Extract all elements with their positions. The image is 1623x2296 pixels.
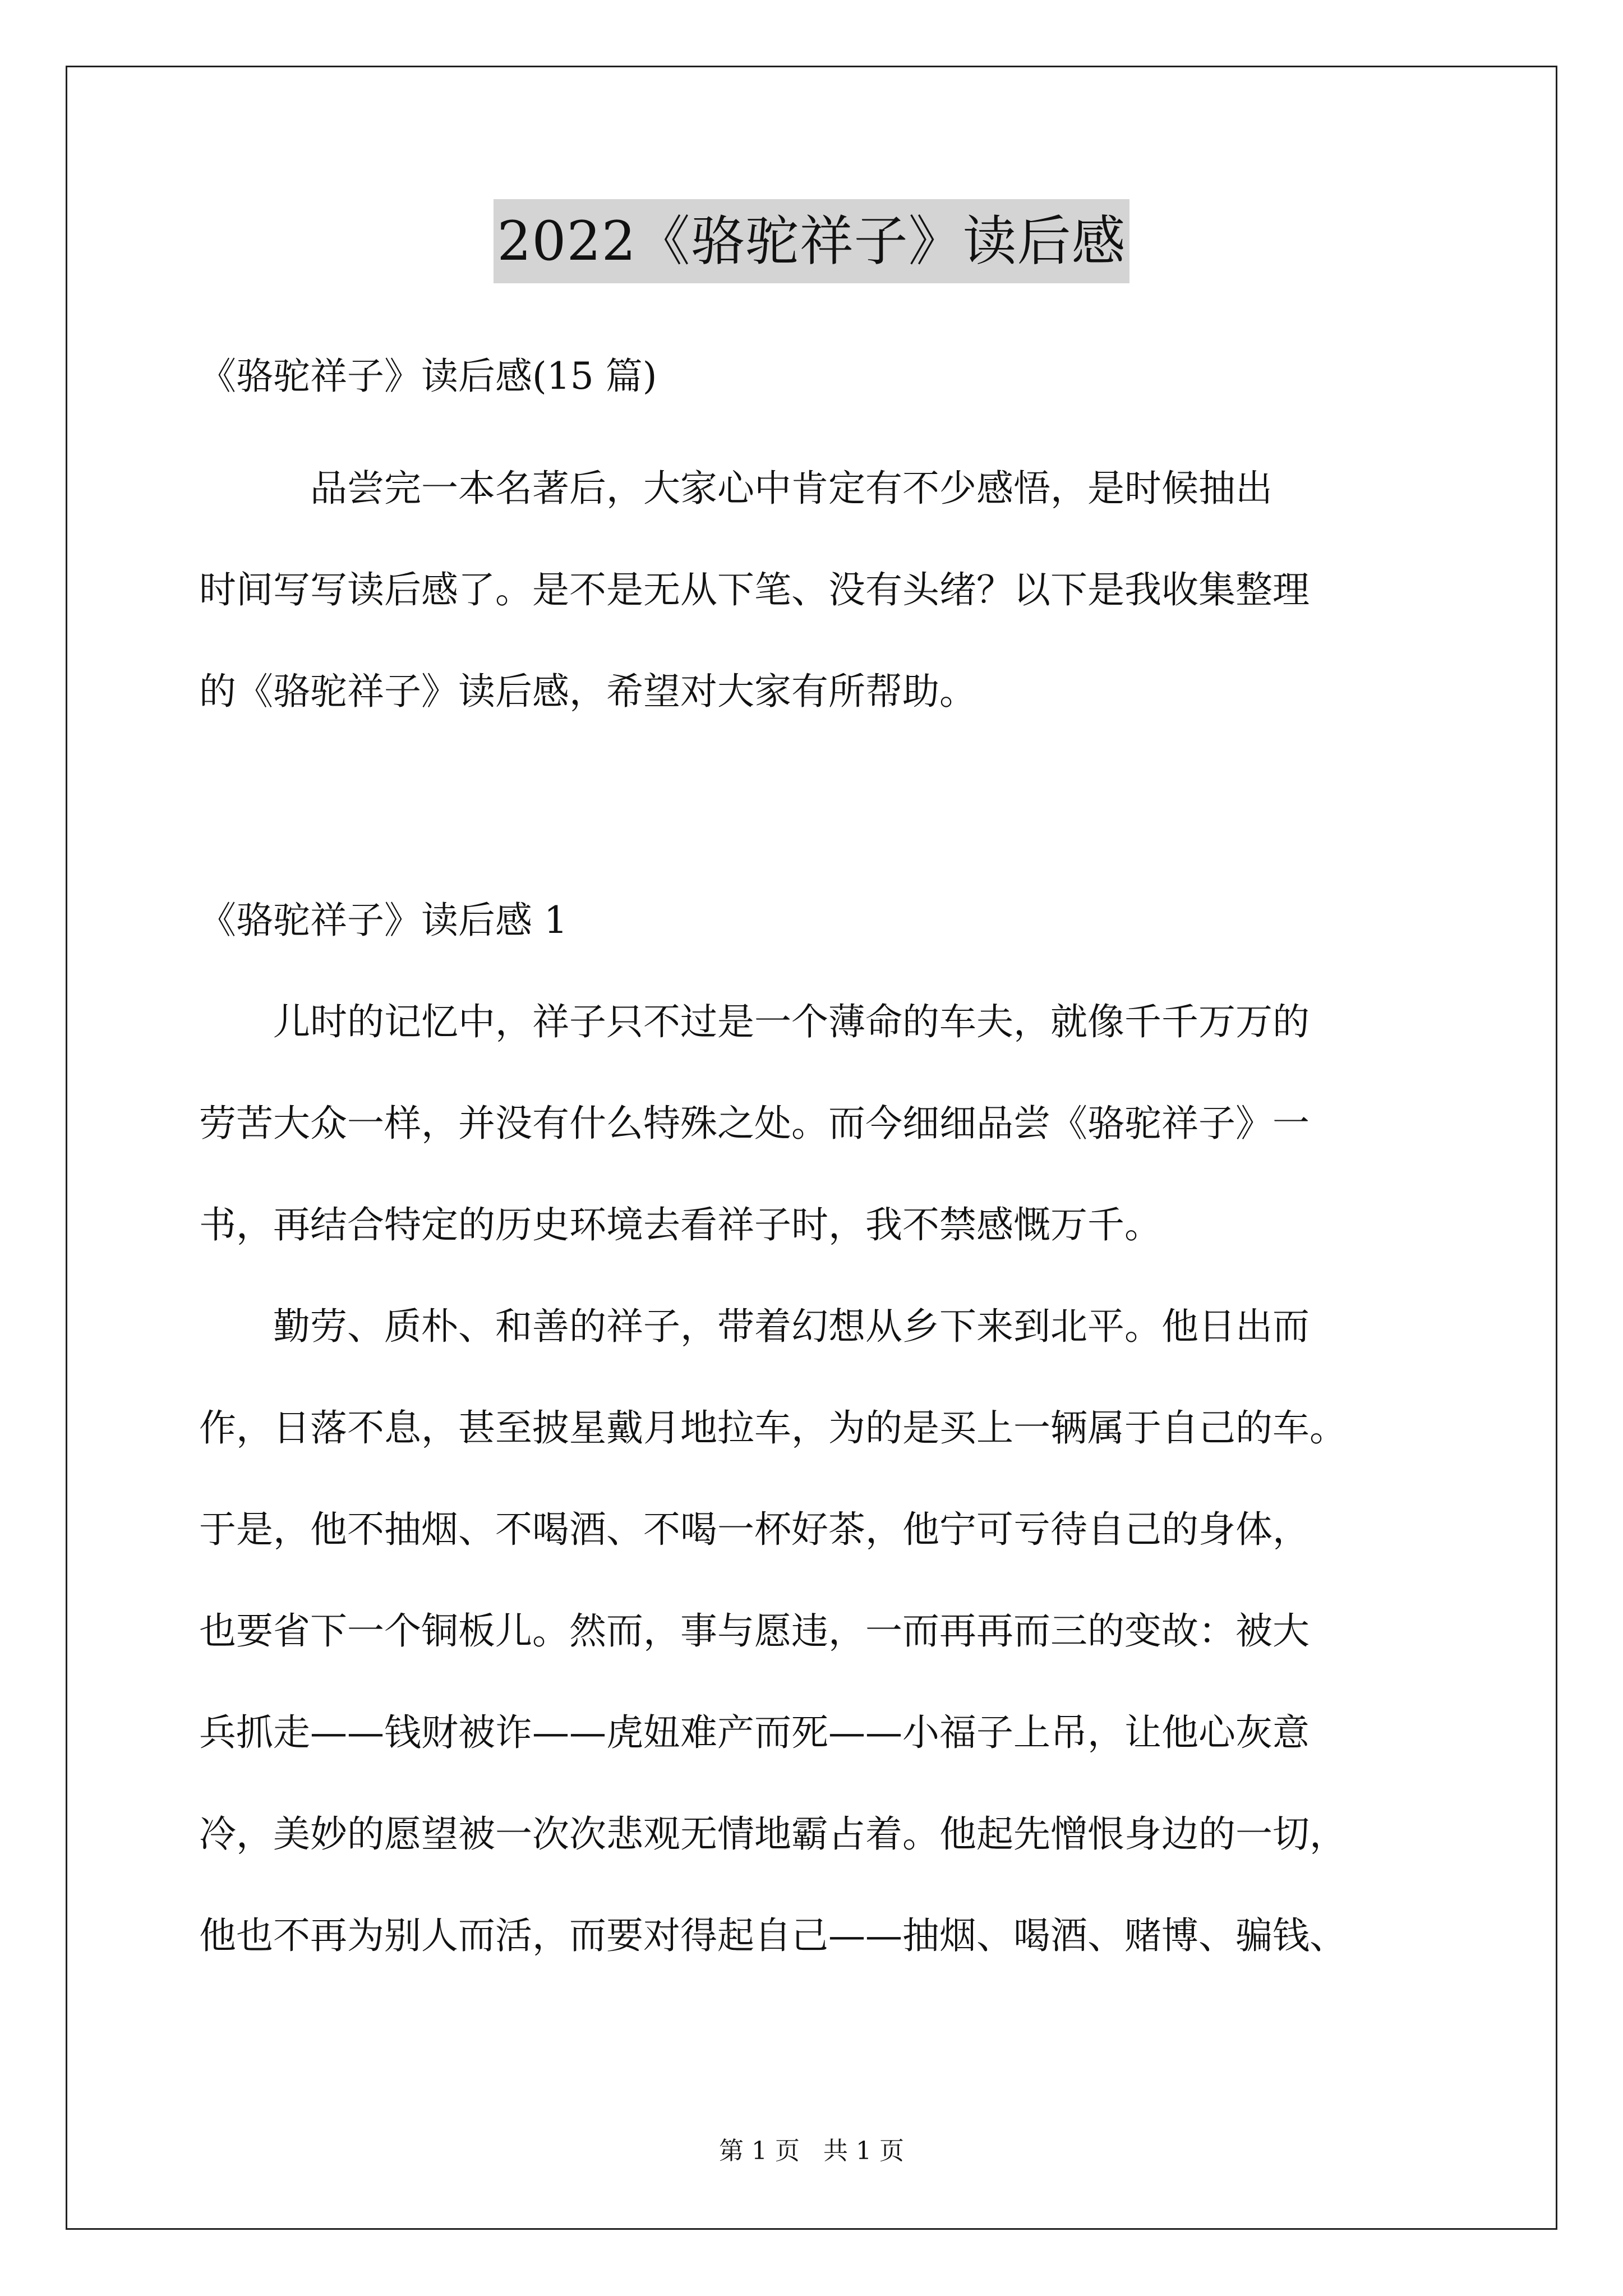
paragraph2-line-3: 于是，他不抽烟、不喝酒、不喝一杯好茶，他宁可亏待自己的身体， <box>199 1508 1310 1551</box>
intro-line-3: 的《骆驼祥子》读后感，希望对大家有所帮助。 <box>199 670 976 713</box>
subtitle: 《骆驼祥子》读后感(15 篇) <box>199 355 657 398</box>
section-heading: 《骆驼祥子》读后感 1 <box>199 899 568 942</box>
paragraph2-line-6: 冷，美妙的愿望被一次次悲观无情地霸占着。他起先憎恨身边的一切， <box>199 1812 1347 1856</box>
paragraph1-line-2: 劳苦大众一样，并没有什么特殊之处。而今细细品尝《骆驼祥子》一 <box>199 1102 1310 1145</box>
title-container <box>0 199 1623 283</box>
intro-line-2: 时间写写读后感了。是不是无从下笔、没有头绪？以下是我收集整理 <box>199 568 1310 611</box>
paragraph1-line-1: 儿时的记忆中，祥子只不过是一个薄命的车夫，就像千千万万的 <box>199 1000 1310 1043</box>
paragraph2-line-4: 也要省下一个铜板儿。然而，事与愿违，一而再再而三的变故：被大 <box>199 1609 1310 1653</box>
document-title: 2022《骆驼祥子》读后感 <box>494 199 1129 283</box>
intro-line-1: 品尝完一本名著后，大家心中肯定有不少感悟，是时候抽出 <box>199 467 1272 510</box>
paragraph2-line-7: 他也不再为别人而活，而要对得起自己——抽烟、喝酒、赌博、骗钱、 <box>199 1914 1347 1957</box>
paragraph2-line-5: 兵抓走——钱财被诈——虎妞难产而死——小福子上吊，让他心灰意 <box>199 1711 1310 1754</box>
paragraph2-line-2: 作，日落不息，甚至披星戴月地拉车，为的是买上一辆属于自己的车。 <box>199 1406 1347 1450</box>
paragraph2-line-1: 勤劳、质朴、和善的祥子，带着幻想从乡下来到北平。他日出而 <box>199 1305 1310 1348</box>
page-footer <box>0 2134 1623 2168</box>
page-total: 共 1 页 <box>823 2137 904 2165</box>
page-number: 第 1 页 <box>719 2137 800 2165</box>
paragraph1-line-3: 书，再结合特定的历史环境去看祥子时，我不禁感慨万千。 <box>199 1203 1161 1246</box>
